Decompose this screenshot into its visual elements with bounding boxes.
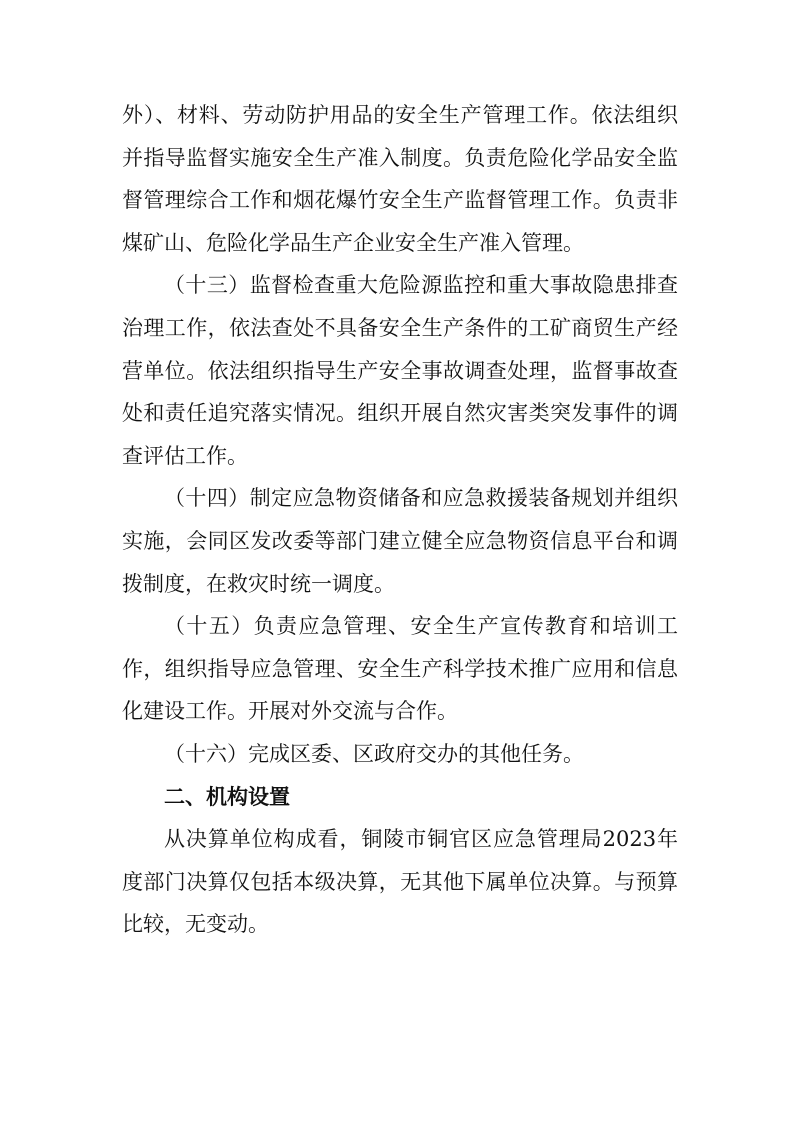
document-body bbox=[122, 94, 678, 946]
paragraph-item-13: （十三）监督检查重大危险源监控和重大事故隐患排查治理工作，依法查处不具备安全生产条件的工矿商贸生产经营单位。依法组织指导生产安全事故调查处理，监督事故查处和责任追究落实情况。组织开展自然灾害类突发事件的调查评估工作。 bbox=[122, 273, 678, 468]
section-heading: 二、机构设置 bbox=[164, 784, 290, 809]
paragraph-item-16: （十六）完成区委、区政府交办的其他任务。 bbox=[164, 741, 584, 766]
section-body-paragraph: 从决算单位构成看，铜陵市铜官区应急管理局2023年度部门决算仅包括本级决算，无其他下属单位决算。与预算比较，无变动。 bbox=[122, 827, 678, 937]
paragraph-continued: 外）、材料、劳动防护用品的安全生产管理工作。依法组织并指导监督实施安全生产准入制度。负责危险化学品安全监督管理综合工作和烟花爆竹安全生产监督管理工作。负责非煤矿山、危险化学品生产企业安全生产准入管理。 bbox=[122, 103, 678, 255]
paragraph-item-15: （十五）负责应急管理、安全生产宣传教育和培训工作，组织指导应急管理、安全生产科学技术推广应用和信息化建设工作。开展对外交流与合作。 bbox=[122, 614, 678, 724]
paragraph-item-14: （十四）制定应急物资储备和应急救援装备规划并组织实施，会同区发改委等部门建立健全应急物资信息平台和调拨制度，在救灾时统一调度。 bbox=[122, 486, 678, 596]
